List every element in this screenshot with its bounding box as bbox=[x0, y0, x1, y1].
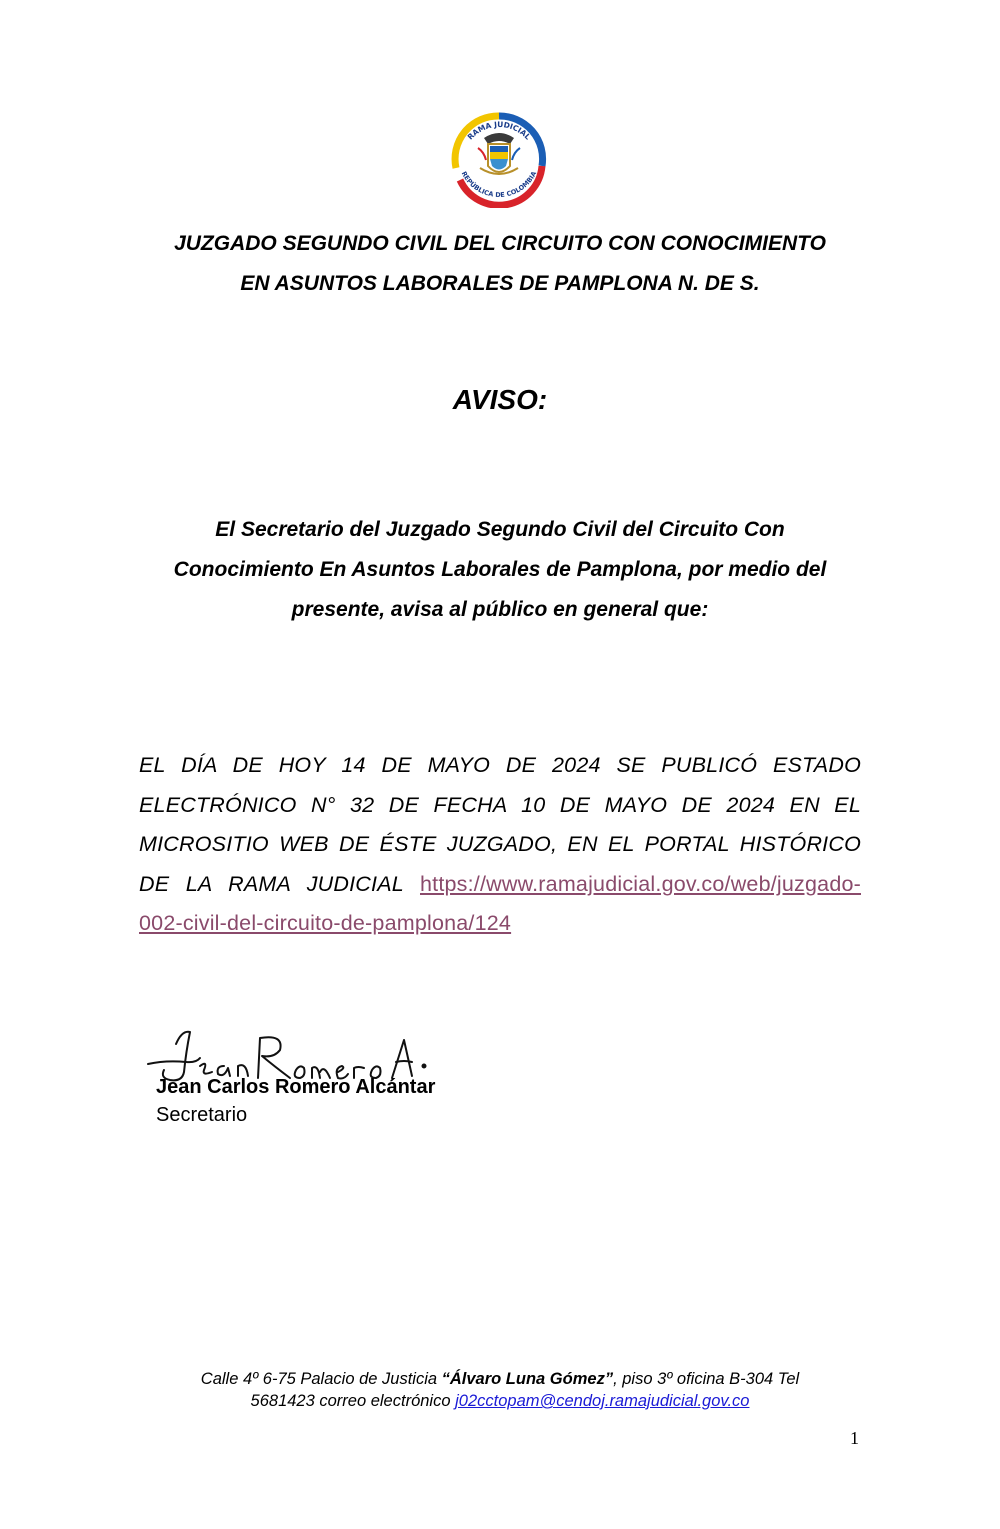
footer-line-1 bbox=[100, 1368, 900, 1390]
seal-top-text: RAMA JUDICIAL bbox=[465, 119, 533, 142]
court-header-line-1: JUZGADO SEGUNDO CIVIL DEL CIRCUITO CON CONOCIMIENTO bbox=[174, 232, 826, 255]
court-header bbox=[100, 224, 900, 304]
signer-role: Secretario bbox=[156, 1104, 248, 1126]
intro-line-2: Conocimiento En Asuntos Laborales de Pamplona, por medio del bbox=[173, 558, 827, 581]
intro-line-1: El Secretario del Juzgado Segundo Civil del Circuito Con bbox=[215, 518, 785, 541]
court-header-line-2: EN ASUNTOS LABORALES DE PAMPLONA N. DE S. bbox=[240, 272, 760, 295]
notice-text: EL DÍA DE HOY 14 DE MAYO DE 2024 SE PUBLICÓ ESTADO ELECTRÓNICO N° 32 DE FECHA 10 DE MAYO DE 2024 EN EL MICROSITIO WEB DE ÉSTE JUZGADO, EN EL PORTAL HISTÓRICO DE LA RAMA JUDICIAL bbox=[139, 753, 861, 896]
footer-phone-text: 5681423 correo electrónico bbox=[250, 1392, 456, 1410]
footer-address bbox=[100, 1368, 900, 1412]
seal-bottom-text: REPÚBLICA DE COLOMBIA bbox=[459, 170, 539, 200]
microsite-link-part-2: 002-civil-del-circuito-de-pamplona/124 bbox=[139, 911, 512, 935]
intro-paragraph bbox=[130, 510, 870, 630]
coat-of-arms bbox=[478, 133, 520, 174]
page-number: 1 bbox=[850, 1428, 859, 1448]
intro-line-3: presente, avisa al público en general que: bbox=[291, 598, 709, 621]
footer-line-2 bbox=[100, 1390, 900, 1412]
notice-paragraph bbox=[139, 746, 861, 944]
footer-office-text: , piso 3º oficina B-304 Tel bbox=[613, 1370, 800, 1388]
microsite-link-part-1: https://www.ramajudicial.gov.co/web/juzgado- bbox=[420, 871, 861, 896]
rama-judicial-seal-icon bbox=[440, 108, 558, 208]
footer-building-name: “Álvaro Luna Gómez” bbox=[441, 1370, 614, 1388]
signer-name: Jean Carlos Romero Alcántar bbox=[156, 1076, 436, 1098]
document-title: AVISO: bbox=[452, 384, 548, 415]
footer-email-link[interactable]: j02cctopam@cendoj.ramajudicial.gov.co bbox=[455, 1392, 750, 1410]
footer-address-text: Calle 4º 6-75 Palacio de Justicia bbox=[200, 1370, 442, 1388]
